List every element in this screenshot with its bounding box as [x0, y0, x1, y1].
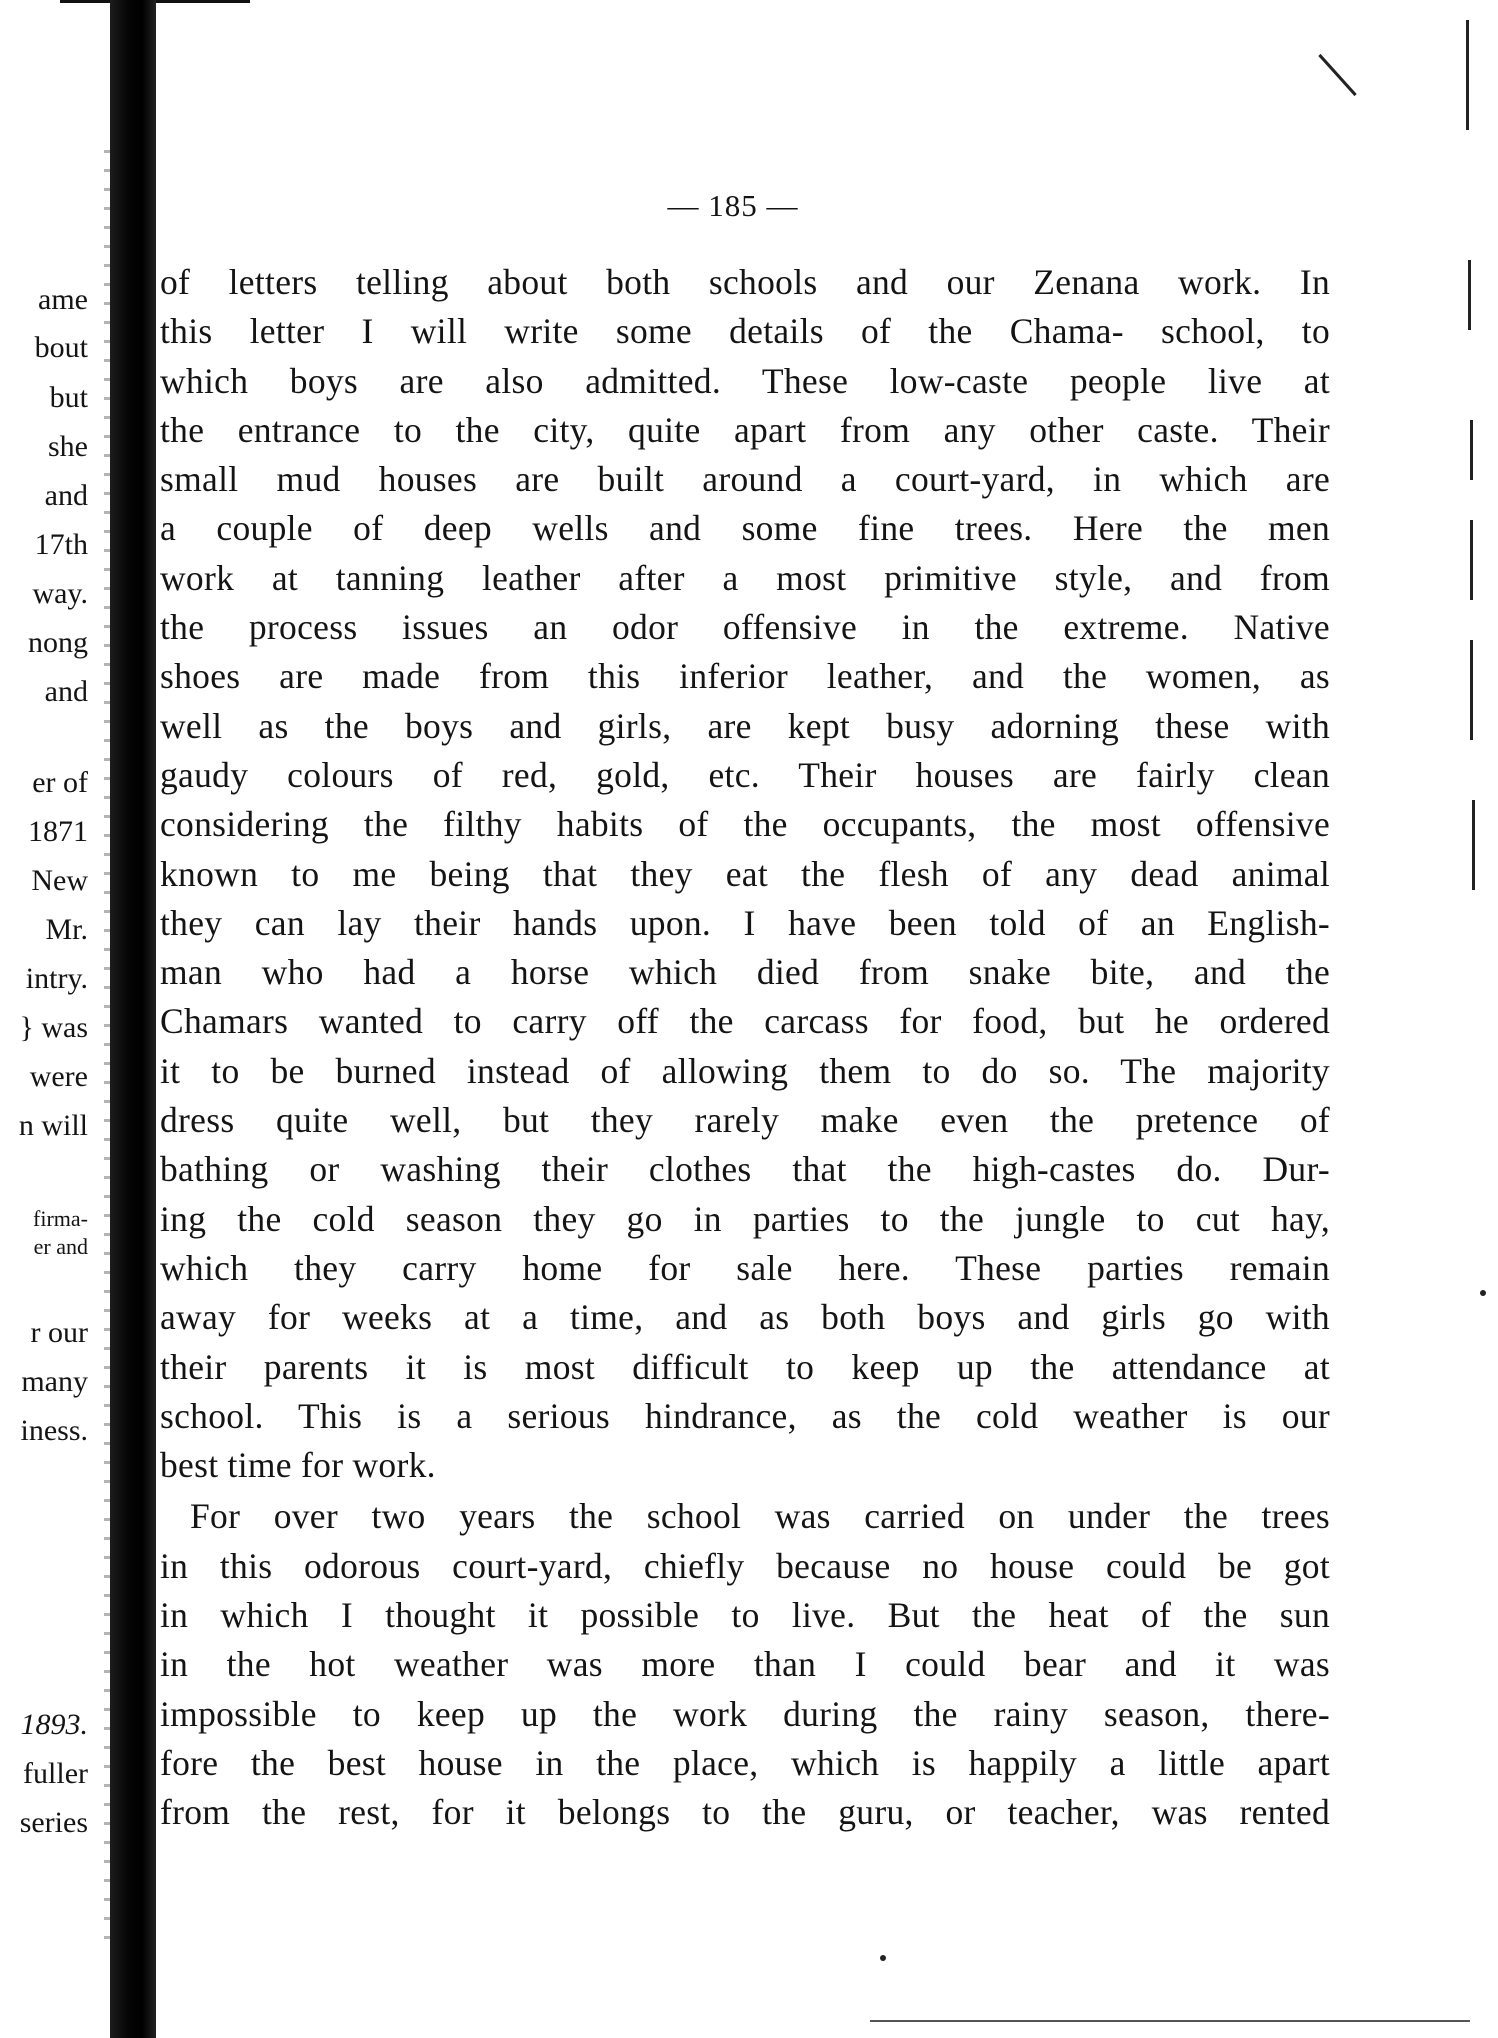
text-line: the process issues an odor offensive in the extreme. Native — [160, 607, 1330, 648]
margin-fragment: n will — [18, 1109, 88, 1142]
margin-fragment: Mr. — [45, 913, 88, 946]
margin-fragment: 1893. — [20, 1708, 88, 1741]
edge-artifact — [1470, 420, 1473, 480]
binding-gutter — [110, 0, 156, 2038]
margin-fragment: 1871 — [28, 815, 88, 848]
margin-fragment: fuller — [23, 1757, 88, 1790]
text-line: a couple of deep wells and some fine trees. Here the men — [160, 508, 1330, 549]
text-line: man who had a horse which died from snake bite, and the — [160, 952, 1330, 993]
margin-fragment: firma- — [33, 1206, 88, 1231]
margin-fragment: but — [49, 381, 88, 414]
margin-fragment: r our — [30, 1316, 88, 1349]
edge-artifact — [1472, 800, 1475, 890]
margin-fragment: er and — [33, 1234, 88, 1259]
margin-fragment: series — [19, 1806, 88, 1839]
margin-fragment: nong — [28, 626, 88, 659]
edge-artifact — [1468, 260, 1471, 330]
margin-fragment: she — [48, 430, 88, 463]
margin-fragment: were — [29, 1060, 88, 1093]
text-line: considering the filthy habits of the occupants, the most offensive — [160, 804, 1330, 845]
text-line: shoes are made from this inferior leather, and the women, as — [160, 656, 1330, 697]
text-line: from the rest, for it belongs to the guru, or teacher, was rented — [160, 1792, 1330, 1833]
text-line: away for weeks at a time, and as both boys and girls go with — [160, 1297, 1330, 1338]
margin-fragment: bout — [34, 331, 88, 364]
body-text — [160, 258, 1330, 1838]
scan-dot — [1480, 1290, 1486, 1296]
scan-dot — [880, 1955, 886, 1961]
margin-fragment: and — [44, 479, 88, 512]
text-line: it to be burned instead of allowing them to do so. The majority — [160, 1050, 1330, 1091]
margin-fragment: New — [31, 864, 88, 897]
text-line: known to me being that they eat the flesh of any dead animal — [160, 853, 1330, 894]
bottom-rule-artifact — [870, 2020, 1470, 2022]
text-line: gaudy colours of red, gold, etc. Their houses are fairly clean — [160, 754, 1330, 795]
margin-fragment: er of — [32, 766, 88, 799]
margin-fragment: many — [21, 1365, 88, 1398]
text-line: well as the boys and girls, are kept busy adorning these with — [160, 705, 1330, 746]
text-line: in the hot weather was more than I could bear and it was — [160, 1644, 1330, 1685]
margin-fragment: iness. — [20, 1414, 88, 1447]
text-line: in this odorous court-yard, chiefly because no house could be got — [160, 1545, 1330, 1586]
text-line: bathing or washing their clothes that the high-castes do. Dur- — [160, 1149, 1330, 1190]
text-line: dress quite well, but they rarely make even the pretence of — [160, 1100, 1330, 1141]
margin-fragment: ame — [38, 283, 88, 316]
paragraph-2 — [160, 1492, 1330, 1837]
text-line: which they carry home for sale here. These parties remain — [160, 1247, 1330, 1288]
edge-artifact — [1470, 520, 1473, 600]
margin-fragment: } was — [19, 1011, 88, 1044]
margin-fragment: and — [44, 675, 88, 708]
edge-artifact — [1466, 20, 1469, 130]
text-line: Chamars wanted to carry off the carcass for food, but he ordered — [160, 1001, 1330, 1042]
scan-slash-mark — [1318, 54, 1356, 96]
text-line: best time for work. — [160, 1445, 436, 1486]
text-line: fore the best house in the place, which is happily a little apart — [160, 1742, 1330, 1783]
text-line: they can lay their hands upon. I have been told of an English- — [160, 902, 1330, 943]
text-line: work at tanning leather after a most primitive style, and from — [160, 557, 1330, 598]
text-line: of letters telling about both schools and our Zenana work. In — [160, 262, 1330, 302]
text-line: school. This is a serious hindrance, as the cold weather is our — [160, 1395, 1330, 1436]
margin-fragment: way. — [32, 577, 88, 610]
text-line: impossible to keep up the work during the rainy season, there- — [160, 1693, 1330, 1734]
text-line: in which I thought it possible to live. But the heat of the sun — [160, 1595, 1330, 1636]
paragraph-1 — [160, 258, 1330, 1490]
facing-page-margin — [0, 0, 88, 2038]
text-line: which boys are also admitted. These low-caste people live at — [160, 360, 1330, 401]
text-line: For over two years the school was carried on under the trees — [190, 1496, 1330, 1537]
edge-artifact — [1470, 640, 1473, 740]
text-line: their parents it is most difficult to keep up the attendance at — [160, 1346, 1330, 1387]
page-number: — 185 — — [667, 188, 799, 223]
margin-fragment: 17th — [34, 528, 88, 561]
text-line: ing the cold season they go in parties to the jungle to cut hay, — [160, 1198, 1330, 1239]
text-line: small mud houses are built around a court-yard, in which are — [160, 459, 1330, 500]
text-line: the entrance to the city, quite apart from any other caste. Their — [160, 409, 1330, 450]
margin-fragment: intry. — [25, 962, 88, 995]
text-line: this letter I will write some details of the Chama- school, to — [160, 311, 1330, 352]
